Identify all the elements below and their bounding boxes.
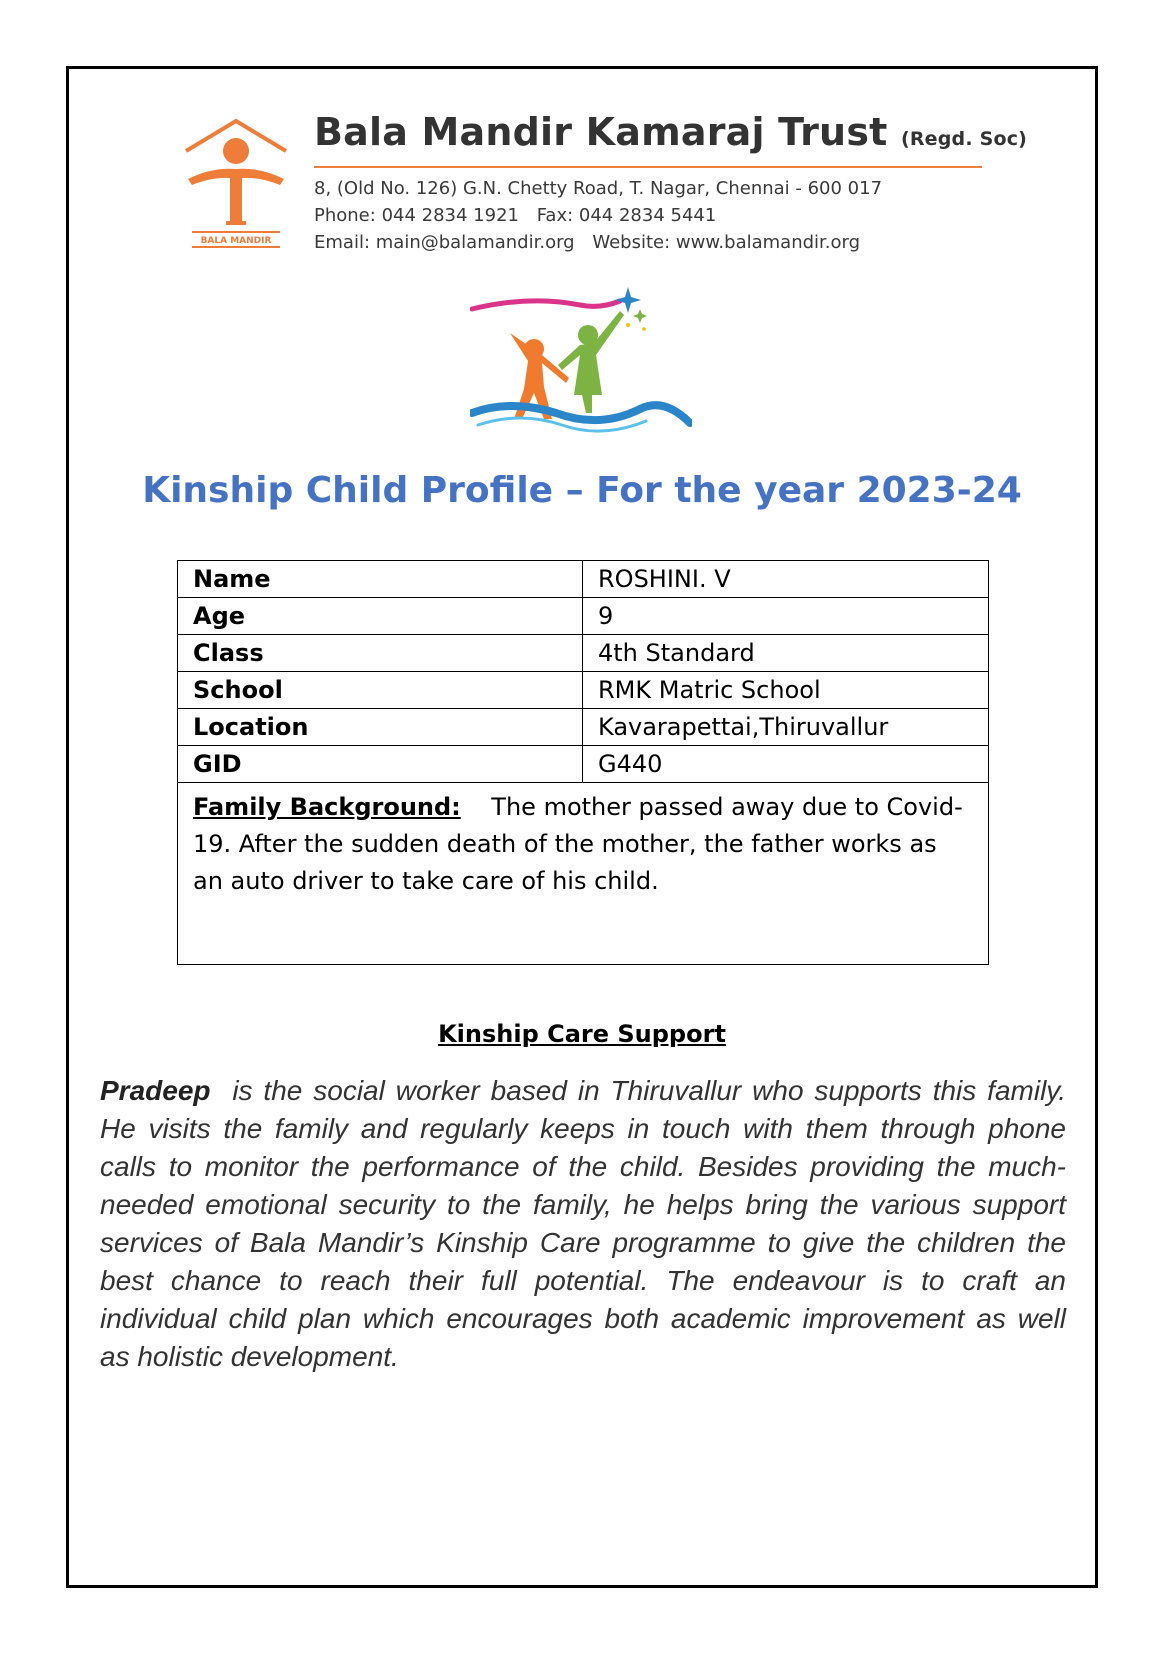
table-row <box>178 561 989 598</box>
table-row <box>178 709 989 746</box>
support-paragraph <box>100 1072 1066 1376</box>
field-label: GID <box>178 746 583 783</box>
field-value: RMK Matric School <box>583 672 989 709</box>
field-label: School <box>178 672 583 709</box>
profile-table <box>177 560 989 965</box>
support-heading: Kinship Care Support <box>438 1020 726 1048</box>
org-name <box>314 110 1027 154</box>
family-background-text: The mother passed away due to Covid-19. After the sudden death of the mother, the father works as an auto driver to take care of his child. <box>193 793 963 895</box>
table-row <box>178 598 989 635</box>
field-value: G440 <box>583 746 989 783</box>
field-label: Age <box>178 598 583 635</box>
bala-mandir-logo-icon <box>182 117 290 251</box>
field-label: Class <box>178 635 583 672</box>
table-row <box>178 635 989 672</box>
field-label: Name <box>178 561 583 598</box>
email-label: Email: <box>314 232 371 253</box>
children-illustration-icon <box>470 285 692 445</box>
field-label: Location <box>178 709 583 746</box>
social-worker-name: Pradeep <box>100 1075 211 1106</box>
table-row <box>178 746 989 783</box>
support-text: is the social worker based in Thiruvallur who supports this family. He visits the family and regularly keeps in touch with them through phone calls to monitor the performance of the child. Besides providing the much-needed emotional security to the family, he helps bring the various support services of Bala Mandir’s Kinship Care programme to give the children the best chance to reach their full potential. The endeavour is to craft an individual child plan which encourages both academic improvement as well as holistic development. <box>100 1075 1066 1372</box>
field-value: 4th Standard <box>583 635 989 672</box>
field-value: 9 <box>583 598 989 635</box>
logo-caption: BALA MANDIR <box>200 236 272 246</box>
fax-label: Fax: <box>536 205 574 226</box>
regd-text: (Regd. Soc) <box>900 128 1028 150</box>
family-background-row <box>178 783 989 965</box>
email-address: main@balamandir.org <box>375 232 575 253</box>
field-value: Kavarapettai,Thiruvallur <box>583 709 989 746</box>
org-name-text: Bala Mandir Kamaraj Trust <box>314 110 888 154</box>
field-value: ROSHINI. V <box>583 561 989 598</box>
email-website-line <box>314 232 860 253</box>
phone-label: Phone: <box>314 205 376 226</box>
family-background-cell <box>178 783 989 965</box>
letterhead-rule <box>314 166 982 168</box>
website-label: Website: <box>592 232 671 253</box>
website-address: www.balamandir.org <box>675 232 861 253</box>
page-title: Kinship Child Profile – For the year 2023-24 <box>142 470 1022 511</box>
phone-fax-line <box>314 205 716 226</box>
family-background-label: Family Background: <box>193 793 461 821</box>
fax-number: 044 2834 5441 <box>578 205 717 226</box>
phone-number: 044 2834 1921 <box>381 205 519 226</box>
table-row <box>178 672 989 709</box>
address-line: 8, (Old No. 126) G.N. Chetty Road, T. Nagar, Chennai - 600 017 <box>314 178 883 199</box>
